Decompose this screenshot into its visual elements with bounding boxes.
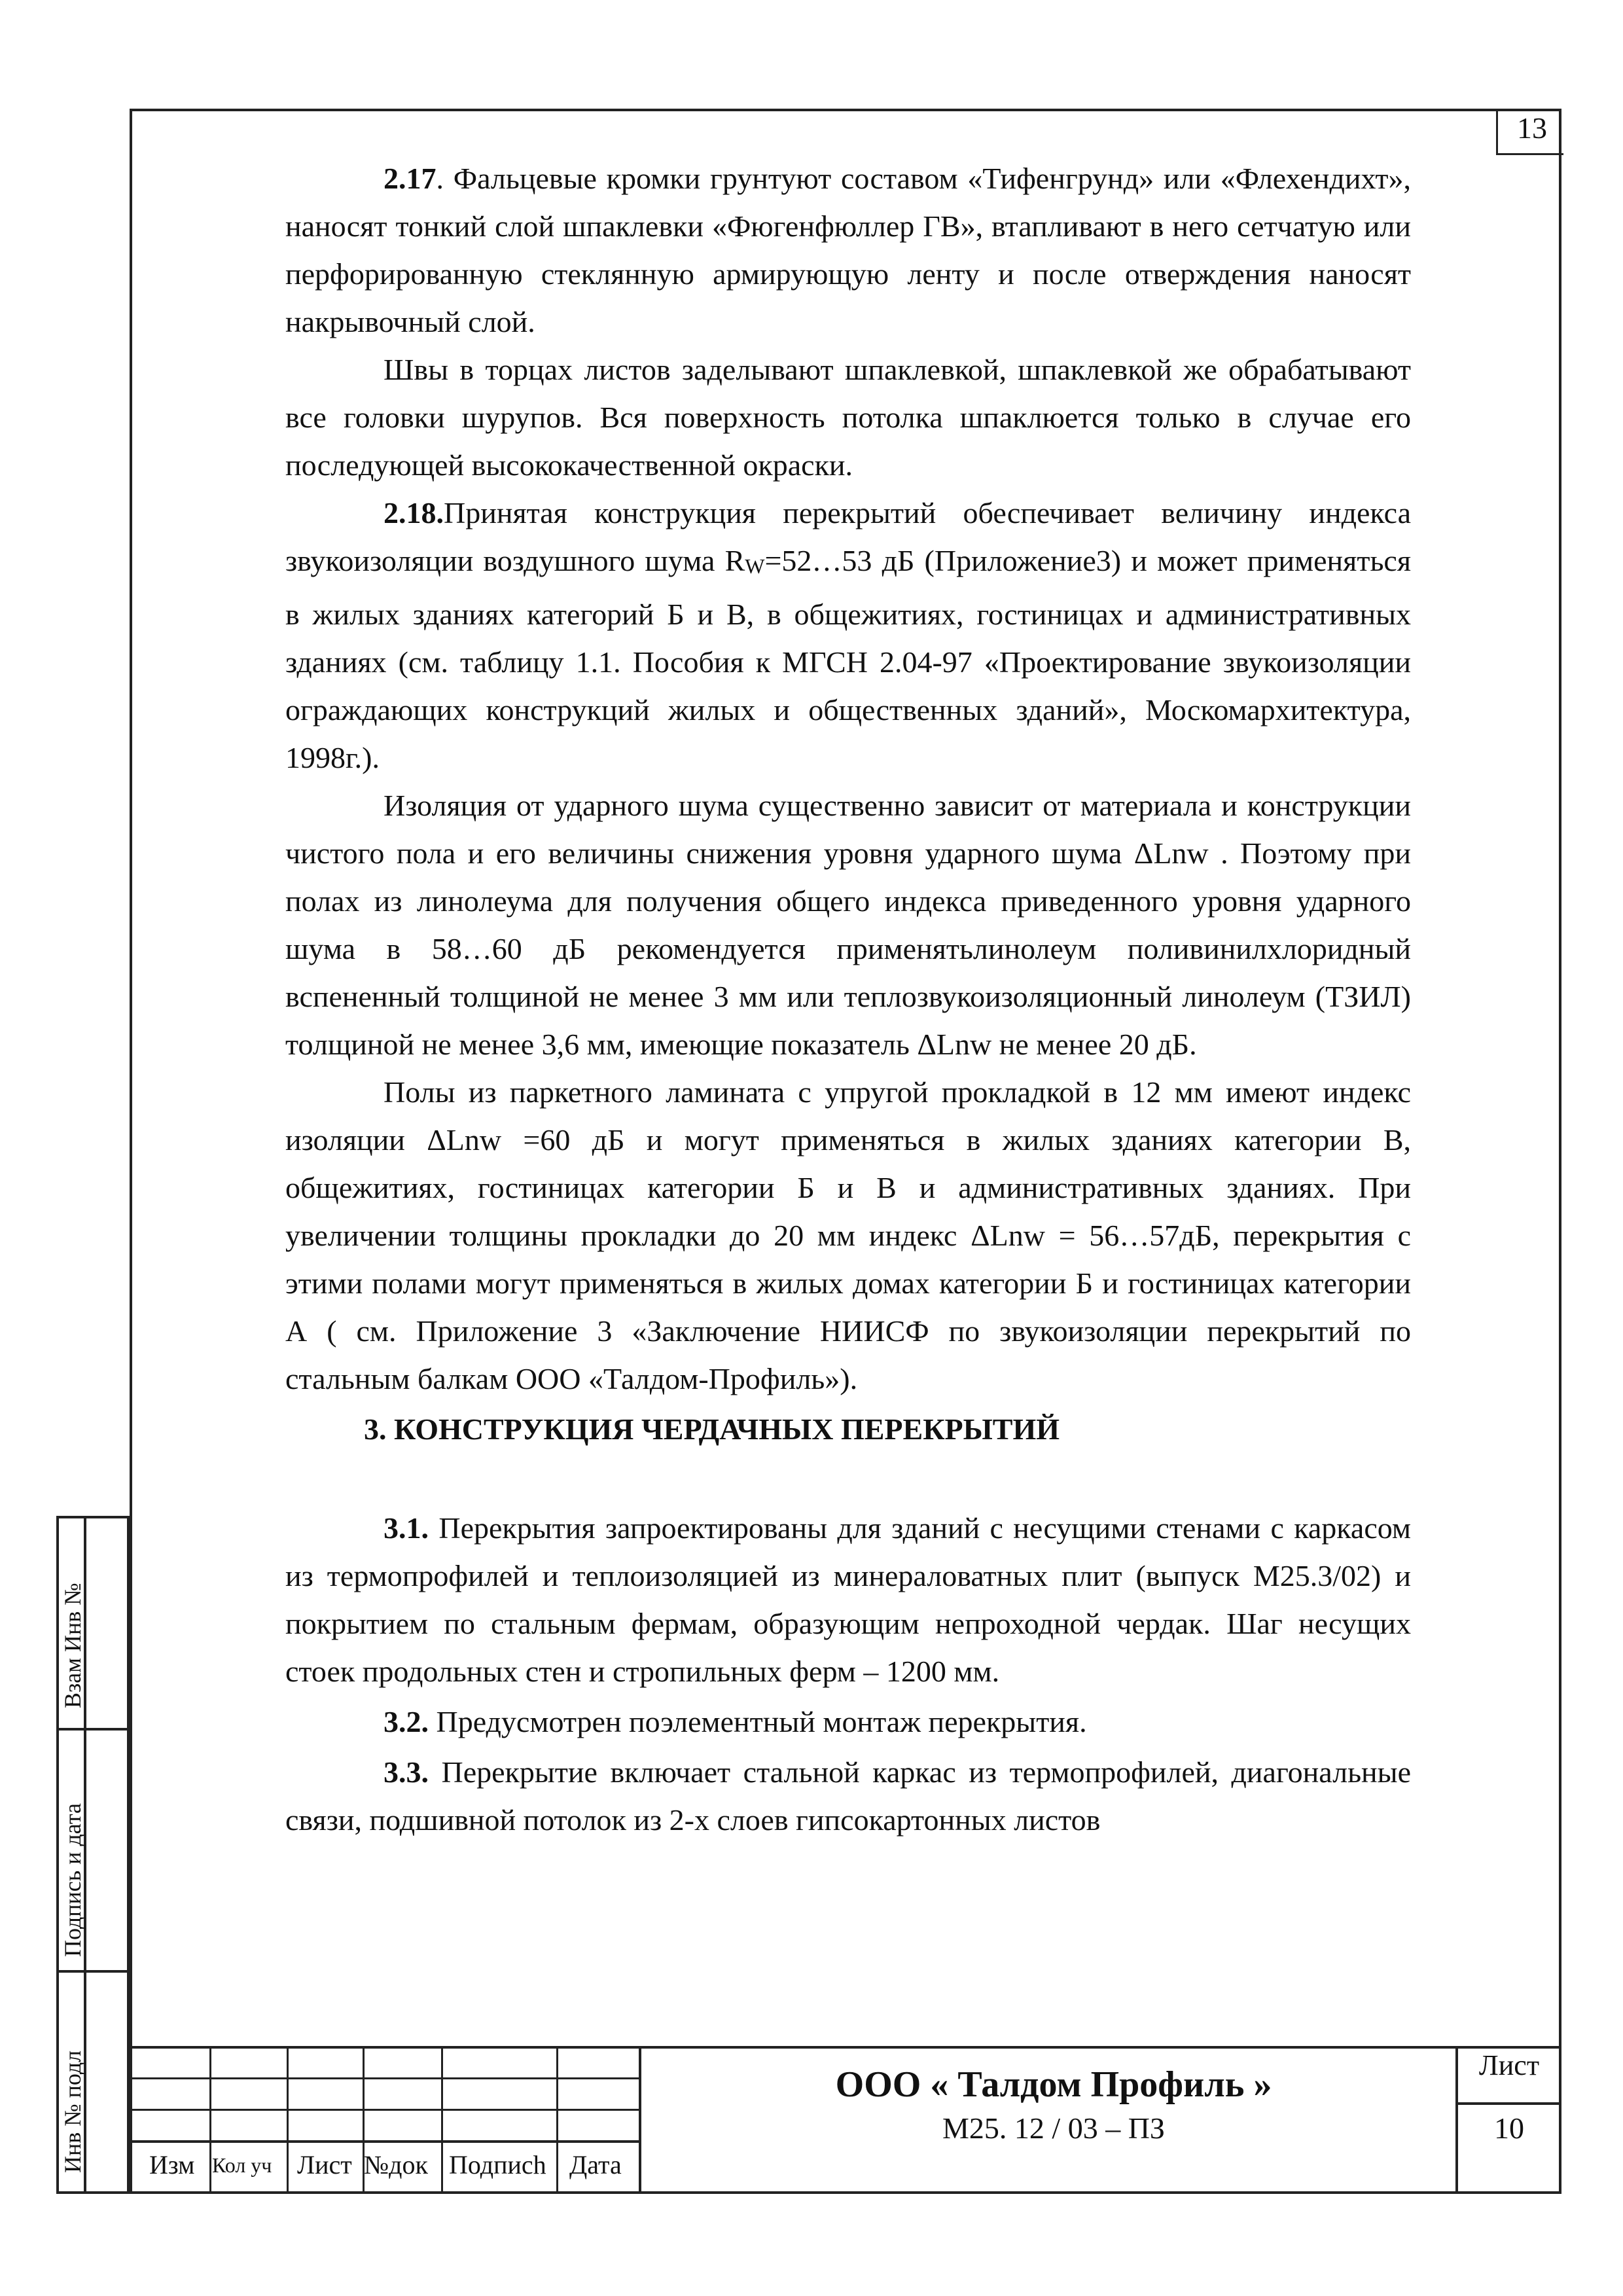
clause-number: 3.2. xyxy=(383,1705,429,1738)
sheet-label: Лист xyxy=(1478,2049,1540,2081)
title-block-row-line xyxy=(130,2140,640,2143)
document-body xyxy=(285,154,1411,1844)
paragraph-text: Перекрытие включает стальной каркас из термопрофилей, диагональные связи, подшивной потолок из 2-х слоев гипсокартонных листов xyxy=(285,1755,1411,1837)
page-number: 13 xyxy=(1517,111,1547,145)
label-vzam-inv: Взам Инв № xyxy=(60,1583,86,1708)
paragraph-seams xyxy=(285,346,1411,489)
document-code: М25. 12 / 03 – ПЗ xyxy=(942,2111,1165,2145)
paragraph-2-17 xyxy=(285,154,1411,346)
strip-separator xyxy=(56,1728,130,1731)
paragraph-impact-noise xyxy=(285,781,1411,1068)
col-izm: Изм xyxy=(149,2150,195,2179)
organization-name: ООО « Талдом Профиль » xyxy=(835,2064,1272,2105)
col-podpis: Подписh xyxy=(449,2150,546,2179)
clause-number: 2.17 xyxy=(383,162,437,195)
title-block-col-line xyxy=(209,2046,211,2194)
sheet-cell-line xyxy=(1457,2102,1561,2105)
paragraph-laminate-floors xyxy=(285,1068,1411,1403)
col-kol: Кол уч xyxy=(212,2153,272,2177)
paragraph-text: Предусмотрен поэлементный монтаж перекрытия. xyxy=(429,1705,1087,1738)
title-block-col-line xyxy=(556,2046,558,2194)
label-podpis-data: Подпись и дата xyxy=(60,1803,86,1957)
col-list: Лист xyxy=(297,2150,352,2179)
title-block-col-line xyxy=(441,2046,443,2194)
title-block-col-line xyxy=(287,2046,289,2194)
clause-number: 3.3. xyxy=(383,1755,429,1789)
paragraph-text: Полы из паркетного ламината с упругой прокладкой в 12 мм имеют индекс изоляции ΔLnw =60 дБ и могут применяться в жилых зданиях категории В, общежитиях, гостиницах категории Б и В и административных зданиях. При увеличении толщины прокладки до 20 мм индекс ΔLnw = 56…57дБ, перекрытия с этими полами могут применяться в жилых домах категории Б и гостиницах категории А ( см. Приложение 3 «Заключение НИИСФ по звукоизоляции перекрытий по стальным балкам ООО «Талдом-Профиль»). xyxy=(285,1075,1411,1395)
col-ndok: №док xyxy=(364,2150,428,2179)
paragraph-3-2 xyxy=(285,1698,1411,1746)
label-inv-podl: Инв № подл xyxy=(60,2050,86,2173)
strip-separator xyxy=(56,1970,130,1973)
title-block-top-line xyxy=(130,2046,1561,2049)
paragraph-2-18 xyxy=(285,489,1411,781)
paragraph-text: =52…53 дБ (Приложение3) и может применяться в жилых зданиях категорий Б и В, в общежитиях, гостиницах и административных зданиях (см. таблицу 1.1. Пособия к МГСН 2.04-97 «Проектирование звукоизоляции ограждающих конструкций жилых и общественных зданий», Москомархитектура, 1998г.). xyxy=(285,544,1411,774)
paragraph-text: Перекрытия запроектированы для зданий с несущими стенами с каркасом из термопрофилей и теплоизоляцией из минераловатных плит (выпуск М25.3/02) и покрытием по стальным фермам, образующим непроходной чердак. Шаг несущих стоек продольных стен и стропильных ферм – 1200 мм. xyxy=(285,1511,1411,1688)
title-block-row-line xyxy=(130,2077,640,2079)
clause-number: 2.18. xyxy=(383,496,444,529)
section-heading: 3. КОНСТРУКЦИЯ ЧЕРДАЧНЫХ ПЕРЕКРЫТИЙ xyxy=(364,1412,1060,1446)
sheet-number: 10 xyxy=(1494,2111,1524,2145)
title-block-row-line xyxy=(130,2109,640,2111)
clause-number: 3.1. xyxy=(383,1511,429,1545)
subscript: W xyxy=(745,554,765,578)
paragraph-text: . Фальцевые кромки грунтуют составом «Тифенгрунд» или «Флехендихт», наносят тонкий слой шпаклевки «Фюгенфюллер ГВ», втапливают в него сетчатую или перфорированную стеклянную армирующую ленту и после отверждения наносят накрывочный слой. xyxy=(285,162,1411,338)
paragraph-3-3 xyxy=(285,1748,1411,1844)
col-data: Дата xyxy=(569,2150,622,2179)
paragraph-text: Швы в торцах листов заделывают шпаклевкой, шпаклевкой же обрабатывают все головки шурупов. Вся поверхность потолка шпаклюется только в случае его последующей высококачественной окраски. xyxy=(285,353,1411,482)
paragraph-text: Изоляция от ударного шума существенно зависит от материала и конструкции чистого пола и его величины снижения уровня ударного шума ΔLnw . Поэтому при полах из линолеума для получения общего индекса приведенного уровня ударного шума в 58…60 дБ рекомендуется применятьлинолеум поливинилхлоридный вспененный толщиной не менее 3 мм или теплозвукоизоляционный линолеум (ТЗИЛ) толщиной не менее 3,6 мм, имеющие показатель ΔLnw не менее 20 дБ. xyxy=(285,789,1411,1061)
paragraph-text: Принятая конструкция перекрытий обеспечивает величину индекса звукоизоляции воздушного шума R xyxy=(285,496,1411,577)
paragraph-3-1 xyxy=(285,1504,1411,1695)
